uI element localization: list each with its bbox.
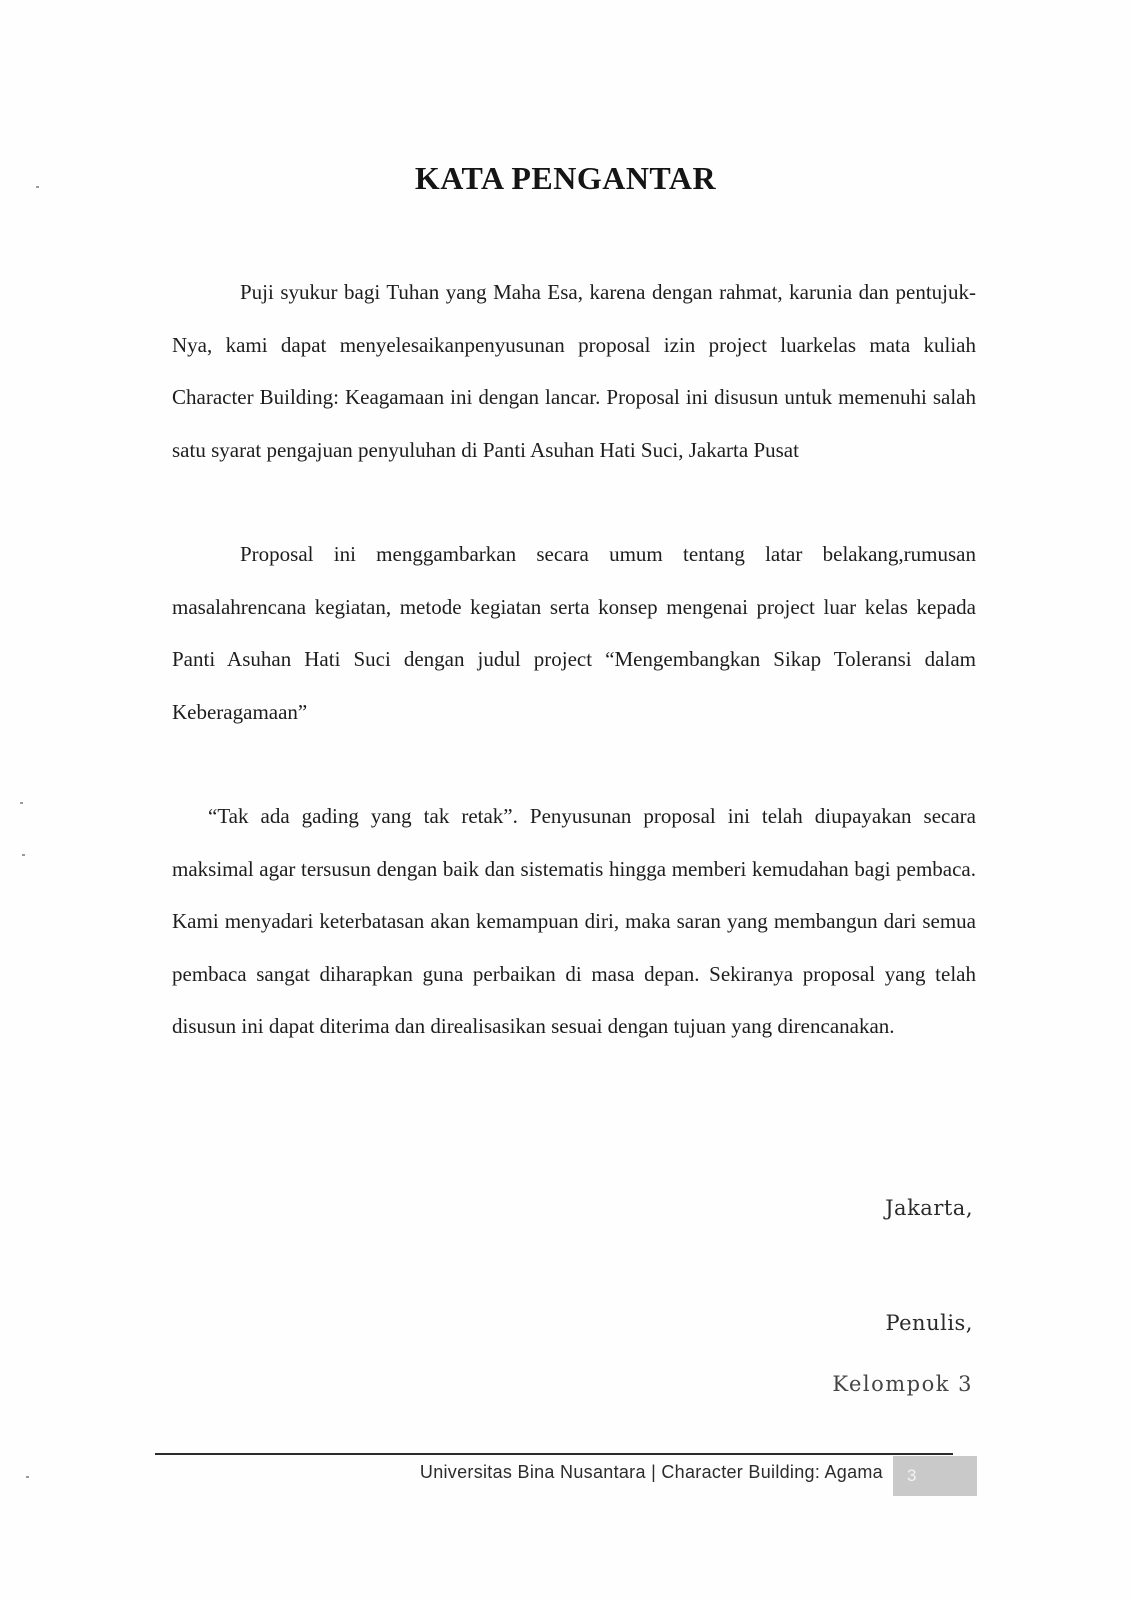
scan-mark: [26, 1476, 29, 1478]
scan-mark: [20, 802, 23, 804]
paragraph-3: “Tak ada gading yang tak retak”. Penyusunan proposal ini telah diupayakan secara maksimal agar tersusun dengan baik dan sistematis hingga memberi kemudahan bagi pembaca. Kami menyadari keterbatasan akan kemampuan diri, maka saran yang membangun dari semua pembaca sangat diharapkan guna perbaikan di masa depan. Sekiranya proposal yang telah disusun ini dapat diterima dan direalisasikan sesuai dengan tujuan yang direncanakan.: [172, 804, 976, 1038]
footer-divider: [155, 1453, 953, 1455]
closing-writer: Penulis,: [885, 1311, 973, 1335]
page-title: KATA PENGANTAR: [414, 160, 717, 196]
page-number: 3: [907, 1466, 917, 1485]
scan-mark: [22, 854, 25, 856]
footer-text: Universitas Bina Nusantara | Character Building: Agama: [419, 1462, 883, 1482]
paragraph-1: Puji syukur bagi Tuhan yang Maha Esa, karena dengan rahmat, karunia dan pentujuk-Nya, kami dapat menyelesaikanpenyusunan proposal izin project luarkelas mata kuliah Character Building: Keagamaan ini dengan lancar. Proposal ini disusun untuk memenuhi salah satu syarat pengajuan penyuluhan di Panti Asuhan Hati Suci, Jakarta Pusat: [172, 280, 976, 462]
document-body: [172, 266, 976, 1053]
paragraph-2: Proposal ini menggambarkan secara umum tentang latar belakang,rumusan masalahrencana kegiatan, metode kegiatan serta konsep mengenai project luar kelas kepada Panti Asuhan Hati Suci dengan judul project “Mengembangkan Sikap Toleransi dalam Keberagamaan”: [172, 542, 976, 724]
page-number-box: [893, 1456, 977, 1496]
closing-group: Kelompok 3: [832, 1372, 973, 1396]
closing-city: Jakarta,: [885, 1196, 973, 1220]
